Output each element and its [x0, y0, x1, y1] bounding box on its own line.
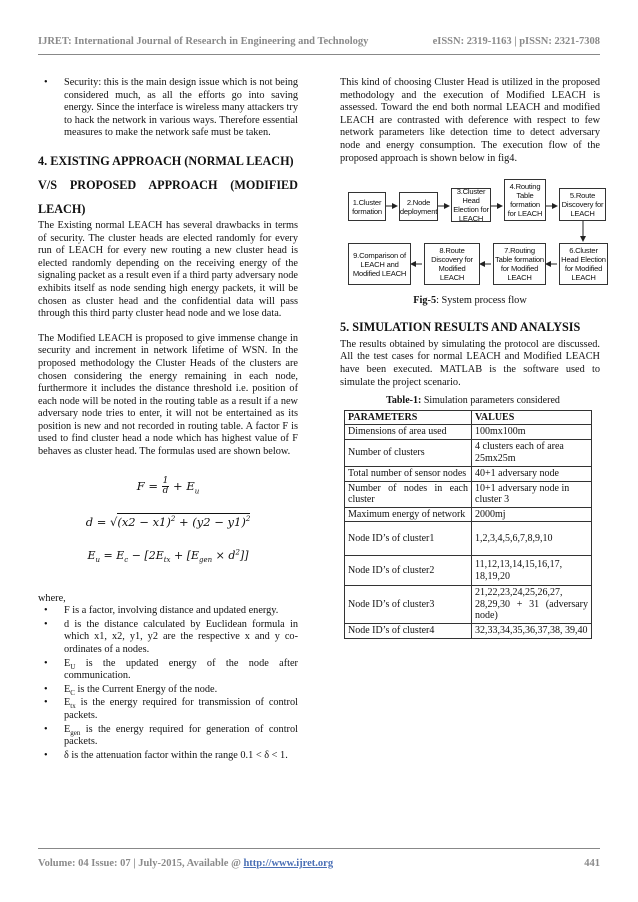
table-header-row: [345, 410, 592, 425]
paragraph-existing-leach: The Existing normal LEACH has several drawbacks in terms of security. The cluster heads are elected randomly for every run of LEACH for every new routing a new cluster head is elected randomly depending on the receiving energy of the signaling packet as a result even if a third party adversary node exhibits itself as node sending high energy packets, it will be chosen as cluster head and the confidential data will pass through this third party cluster head node and we lose data.: [38, 219, 298, 320]
table-row: [345, 466, 592, 481]
process-flow-figure: [346, 179, 608, 293]
formula-d: $d = √(x2 - x1)^2 + (y2 - y1)^2$: [85, 514, 251, 529]
value-cell: 11,12,13,14,15,16,17, 18,19,20: [472, 556, 592, 586]
param-cell: Node ID’s of cluster2: [345, 556, 472, 586]
flow-step-1: 1.Cluster formation: [348, 192, 386, 221]
param-cell: Node ID’s of cluster4: [345, 624, 472, 639]
flow-step-7: 7.Routing Table formation for Modified LEACH: [493, 243, 546, 285]
header-rule: [38, 54, 600, 55]
issn: eISSN: 2319-1163 | pISSN: 2321-7308: [432, 36, 600, 47]
table-row: [345, 522, 592, 556]
journal-name: IJRET: International Journal of Research in Engineering and Technology: [38, 36, 369, 47]
param-cell: Number of nodes in each cluster: [345, 481, 472, 507]
running-header: [38, 36, 600, 47]
page-number: 441: [584, 858, 600, 869]
footer-rule: [38, 848, 600, 849]
value-cell: 4 clusters each of area 25mx25m: [472, 439, 592, 466]
flow-step-2: 2.Node deployment: [399, 192, 438, 221]
definition-egen: • $E_{gen}$ is the energy required for generation of control packets.: [38, 724, 298, 749]
simulation-parameters-table: [344, 410, 592, 639]
definition-delta: • δ is the attenuation factor within the range 0.1 < δ < 1.: [38, 750, 298, 763]
param-cell: Total number of sensor nodes: [345, 466, 472, 481]
header-values: VALUES: [472, 410, 592, 425]
flow-step-4: 4.Routing Table formation for LEACH: [504, 179, 546, 221]
section5-title: 5. SIMULATION RESULTS AND ANALYSIS: [340, 319, 581, 334]
value-cell: 40+1 adversary node: [472, 466, 592, 481]
header-parameters: PARAMETERS: [345, 410, 472, 425]
paragraph-execution-flow: This kind of choosing Cluster Head is utilized in the proposed methodology and the execution of Modified LEACH is assessed. Toward the end both normal LEACH and modified LEACH are contrasted with deference with respect to few network parameters like detection time to detect adversary node and energy consumption. The execution flow of the proposed approach is shown below in fig4.: [340, 77, 600, 164]
definitions-list: [38, 605, 298, 762]
definition-d: • d is the distance calculated by Euclidean formula in which x1, x2, y1, y2 are the respective x and y co-ordinates of a nodes.: [38, 619, 298, 657]
formula-f: F = $\frac{1}{d}$ + $E_u$: [136, 476, 200, 497]
where-label: where,: [38, 592, 66, 604]
value-cell: 21,22,23,24,25,26,27, 28,29,30 + 31 (adversary node): [472, 586, 592, 624]
definition-eu: • $E_U$ is the updated energy of the node after communication.: [38, 658, 298, 683]
figure-caption: Fig-5: System process flow: [413, 295, 527, 307]
table-caption: Table-1: Simulation parameters considered: [386, 395, 560, 407]
param-cell: Node ID’s of cluster3: [345, 586, 472, 624]
footer-volume: Volume: 04 Issue: 07 | July-2015, Available @ http://www.ijret.org: [38, 858, 334, 869]
running-footer: [38, 858, 600, 869]
value-cell: 100mx100m: [472, 425, 592, 440]
param-cell: Dimensions of area used: [345, 425, 472, 440]
section4-title-line1: 4. EXISTING APPROACH (NORMAL LEACH): [38, 153, 294, 168]
section4-title-line3: LEACH): [38, 201, 86, 216]
param-cell: Number of clusters: [345, 439, 472, 466]
flow-step-3: 3.Cluster Head Election for LEACH: [451, 188, 491, 222]
flow-step-8: 8.Route Discovery for Modified LEACH: [424, 243, 480, 285]
value-cell: 1,2,3,4,5,6,7,8,9,10: [472, 522, 592, 556]
right-column: [340, 77, 606, 639]
security-bullet: • Security: this is the main design issue which is not being considered much, as all the efforts go into saving energy. Since the interface is wireless many attackers try to hack the network in various ways. Therefore essential measures to make the network safe must be taken.: [38, 77, 298, 140]
table-row: [345, 507, 592, 522]
table-row: [345, 556, 592, 586]
param-cell: Node ID’s of cluster1: [345, 522, 472, 556]
param-cell: Maximum energy of network: [345, 507, 472, 522]
flow-step-5: 5.Route Discovery for LEACH: [559, 188, 606, 221]
paragraph-simulation: The results obtained by simulating the protocol are discussed. All the test cases for normal LEACH and Modified LEACH have been executed. MATLAB is the software used to simulate the project scenario.: [340, 338, 600, 388]
journal-link[interactable]: http://www.ijret.org: [243, 858, 334, 869]
value-cell: 2000mj: [472, 507, 592, 522]
table-row: [345, 586, 592, 624]
flow-step-9: 9.Comparison of LEACH and Modified LEACH: [348, 243, 411, 285]
definition-f: • F is a factor, involving distance and updated energy.: [38, 605, 298, 618]
definition-ec: • $E_C$ is the Current Energy of the node.: [38, 684, 298, 697]
table-row: [345, 425, 592, 440]
value-cell: 32,33,34,35,36,37,38, 39,40: [472, 624, 592, 639]
value-cell: 10+1 adversary node in cluster 3: [472, 481, 592, 507]
definition-etx: • $E_{tx}$ is the energy required for transmission of control packets.: [38, 697, 298, 722]
flow-step-6: 6.Cluster Head Election for Modified LEACH: [559, 243, 608, 285]
table-row: [345, 439, 592, 466]
left-column: [38, 77, 298, 763]
section4-title-line2: V/S PROPOSED APPROACH (MODIFIED: [38, 177, 298, 192]
table-row: [345, 624, 592, 639]
table-row: [345, 481, 592, 507]
formula-eu: $E_u = E_c - [2E_{tx} + [E_{gen} \times d^2]]$: [87, 548, 249, 564]
paragraph-modified-leach: The Modified LEACH is proposed to give immense change in security and increment in network lifetime of WSN. In the proposed methodology the Cluster Heads of the clusters are chosen considering the energy remaining in each node, furthermore it includes the distance threshold i.e. position of each node will be noted in the routing table as a result if a new adversary node tries to enter, it will not be entertained as its position is new and not recorded in routing table. A factor F is used to find cluster head a node which has highest value of F behaves as cluster head. The formulas used are shown below.: [38, 332, 298, 458]
